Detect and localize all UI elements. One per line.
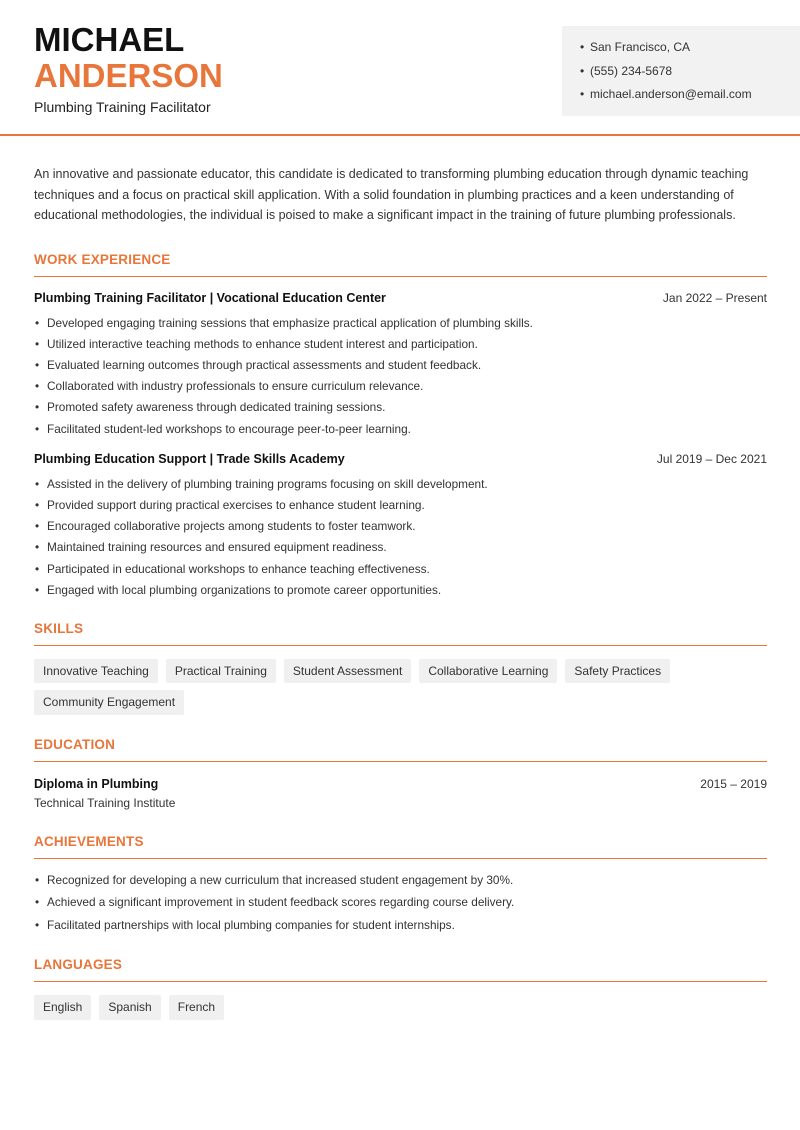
skills-section xyxy=(34,621,767,715)
contact-email xyxy=(580,86,800,110)
job-title: Plumbing Training Facilitator xyxy=(34,99,211,115)
achievements-section xyxy=(34,834,767,937)
work-experience-section xyxy=(34,252,767,601)
education-section xyxy=(34,737,767,810)
first-name: MICHAEL xyxy=(34,21,185,58)
skill-chip: Student Assessment xyxy=(284,659,411,684)
achievement-bullets xyxy=(34,869,767,937)
language-chip: French xyxy=(169,995,224,1020)
job-date: Jan 2022 – Present xyxy=(662,290,767,305)
section-title: SKILLS xyxy=(34,621,767,646)
section-title: WORK EXPERIENCE xyxy=(34,252,767,277)
job-entry xyxy=(34,452,767,601)
summary: An innovative and passionate educator, this candidate is dedicated to transforming plumbing education through dynamic teaching techniques and a focus on practical skill application. With a solid foundation in plumbing practices and a keen understanding of educational methodologies, the individual is poised to make a significant impact in the training of future plumbing professionals. xyxy=(34,167,749,222)
skill-chip: Practical Training xyxy=(166,659,276,684)
job-entry xyxy=(34,291,767,440)
list-item: • Facilitated student-led workshops to encourage peer-to-peer learning. xyxy=(34,419,767,440)
bullet-icon: • xyxy=(580,40,585,54)
list-item: • Participated in educational workshops to enhance teaching effectiveness. xyxy=(34,559,767,580)
candidate-name xyxy=(34,22,223,94)
list-item: • Achieved a significant improvement in student feedback scores regarding course delivery. xyxy=(34,891,767,914)
list-item: • Collaborated with industry professionals to ensure curriculum relevance. xyxy=(34,376,767,397)
list-item: • Recognized for developing a new curriculum that increased student engagement by 30%. xyxy=(34,869,767,892)
resume-body xyxy=(34,164,767,1020)
list-item: • Maintained training resources and ensured equipment readiness. xyxy=(34,537,767,558)
list-item: • Engaged with local plumbing organizations to promote career opportunities. xyxy=(34,580,767,601)
contact-box xyxy=(562,26,800,116)
job-date: Jul 2019 – Dec 2021 xyxy=(656,451,767,466)
list-item: • Provided support during practical exercises to enhance student learning. xyxy=(34,495,767,516)
language-chip: English xyxy=(34,995,91,1020)
job-role: Plumbing Education Support | Trade Skills Academy xyxy=(34,451,345,466)
bullet-icon: • xyxy=(580,63,585,78)
section-title: LANGUAGES xyxy=(34,957,767,982)
language-chip: Spanish xyxy=(99,995,160,1020)
section-title: ACHIEVEMENTS xyxy=(34,834,767,859)
skills-chips xyxy=(34,659,767,715)
skill-chip: Community Engagement xyxy=(34,690,184,715)
skill-chip: Innovative Teaching xyxy=(34,659,158,684)
list-item: • Encouraged collaborative projects among students to foster teamwork. xyxy=(34,516,767,537)
contact-phone-text: (555) 234-5678 xyxy=(590,63,673,78)
list-item: • Promoted safety awareness through dedicated training sessions. xyxy=(34,397,767,418)
job-bullets xyxy=(34,313,767,440)
degree: Diploma in Plumbing xyxy=(34,776,159,791)
list-item: • Utilized interactive teaching methods to enhance student interest and participation. xyxy=(34,334,767,355)
list-item: • Facilitated partnerships with local plumbing companies for student internships. xyxy=(34,914,767,937)
bullet-icon: • xyxy=(580,87,585,101)
skill-chip: Collaborative Learning xyxy=(419,659,557,684)
contact-location-text: San Francisco, CA xyxy=(590,40,691,54)
list-item: • Evaluated learning outcomes through practical assessments and student feedback. xyxy=(34,355,767,376)
contact-phone xyxy=(580,63,800,87)
job-role: Plumbing Training Facilitator | Vocational Education Center xyxy=(34,290,386,305)
list-item: • Developed engaging training sessions that emphasize practical application of plumbing skills. xyxy=(34,313,767,334)
languages-section xyxy=(34,957,767,1020)
education-date: 2015 – 2019 xyxy=(700,776,767,791)
skill-chip: Safety Practices xyxy=(565,659,670,684)
language-chips xyxy=(34,995,767,1020)
job-bullets xyxy=(34,474,767,601)
contact-location xyxy=(580,39,800,63)
contact-email-text: michael.anderson@email.com xyxy=(590,87,752,101)
last-name: ANDERSON xyxy=(34,57,223,94)
school-name: Technical Training Institute xyxy=(34,795,176,810)
section-title: EDUCATION xyxy=(34,737,767,762)
list-item: • Assisted in the delivery of plumbing training programs focusing on skill development. xyxy=(34,474,767,495)
resume-header xyxy=(0,0,800,136)
